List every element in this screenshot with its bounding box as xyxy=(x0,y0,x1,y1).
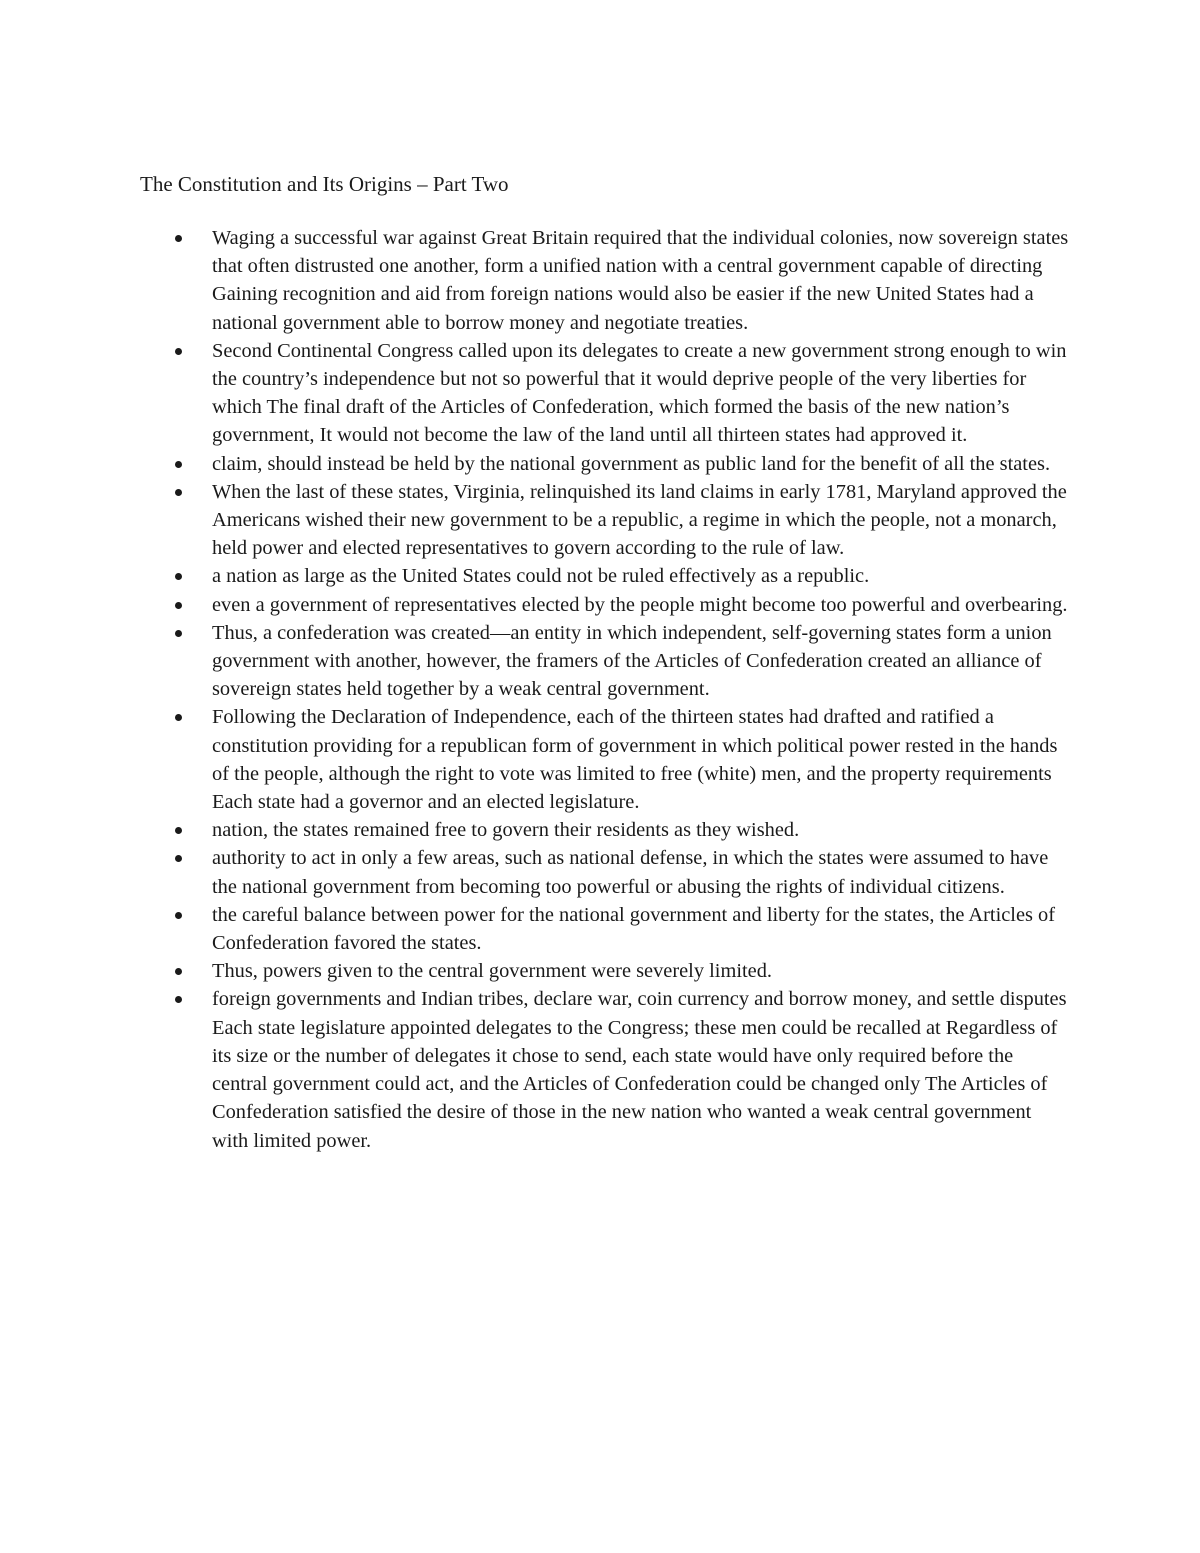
bullet-text: When the last of these states, Virginia, relinquished its land claims in early 1781, Maryland approved the Americans wished their new government to be a republic, a regime in which the people, not a monarch, held power and elected representatives to govern according to the rule of law. xyxy=(212,480,1067,560)
bullet-icon xyxy=(175,348,182,355)
list-item xyxy=(140,703,1070,816)
list-item xyxy=(140,450,1070,478)
bullet-text: Thus, a confederation was created—an entity in which independent, self-governing states form a union government with another, however, the framers of the Articles of Confederation created an alliance of sovereign states held together by a weak central government. xyxy=(212,621,1052,701)
bullet-icon xyxy=(175,602,182,609)
list-item xyxy=(140,957,1070,985)
bullet-icon xyxy=(175,714,182,721)
list-item xyxy=(140,985,1070,1154)
bullet-text: a nation as large as the United States could not be ruled effectively as a republic. xyxy=(212,565,870,588)
bullet-icon xyxy=(175,630,182,637)
bullet-text: Second Continental Congress called upon its delegates to create a new government strong enough to win the country’s independence but not so powerful that it would deprive people of the very liberties for which The final draft of the Articles of Confederation, which formed the basis of the new nation’s government, It would not become the law of the land until all thirteen states had approved it. xyxy=(212,339,1067,447)
bullet-list xyxy=(140,224,1070,1155)
bullet-icon xyxy=(175,996,182,1003)
list-item xyxy=(140,562,1070,590)
list-item xyxy=(140,844,1070,900)
bullet-icon xyxy=(175,489,182,496)
bullet-icon xyxy=(175,235,182,242)
bullet-text: authority to act in only a few areas, such as national defense, in which the states were assumed to have the national government from becoming too powerful or abusing the rights of individual citizens. xyxy=(212,847,1049,898)
bullet-text: the careful balance between power for the national government and liberty for the states, the Articles of Confederation favored the states. xyxy=(212,903,1056,955)
bullet-icon xyxy=(175,912,182,919)
bullet-icon xyxy=(175,461,182,468)
bullet-text: claim, should instead be held by the national government as public land for the benefit of all the states. xyxy=(212,452,1051,475)
bullet-text: Following the Declaration of Independence, each of the thirteen states had drafted and ratified a constitution providing for a republican form of government in which political power rested in the hands of the people, although the right to vote was limited to free (white) men, and the property requirements Each state had a governor and an elected legislature. xyxy=(212,706,1058,814)
bullet-text: nation, the states remained free to govern their residents as they wished. xyxy=(212,819,800,842)
list-item xyxy=(140,224,1070,337)
bullet-icon xyxy=(175,573,182,580)
list-item xyxy=(140,337,1070,450)
list-item xyxy=(140,478,1070,563)
bullet-text: Waging a successful war against Great Britain required that the individual colonies, now sovereign states that often distrusted one another, form a unified nation with a central government capable of directing Gaining recognition and aid from foreign nations would also be easier if the new United States had a national government able to borrow money and negotiate treaties. xyxy=(212,227,1069,334)
document-title: The Constitution and Its Origins – Part Two xyxy=(140,172,509,196)
list-item xyxy=(140,619,1070,704)
bullet-icon xyxy=(175,968,182,975)
bullet-text: Thus, powers given to the central government were severely limited. xyxy=(212,960,772,983)
bullet-text: foreign governments and Indian tribes, declare war, coin currency and borrow money, and settle disputes Each state legislature appointed delegates to the Congress; these men could be recalled at Regardless of its size or the number of delegates it chose to send, each state would have only required before the central government could act, and the Articles of Confederation could be changed only The Articles of Confederation satisfied the desire of those in the new nation who wanted a weak central government with limited power. xyxy=(212,988,1067,1152)
list-item xyxy=(140,816,1070,844)
list-item xyxy=(140,591,1070,619)
bullet-text: even a government of representatives elected by the people might become too powerful and overbearing. xyxy=(212,593,1068,616)
list-item xyxy=(140,901,1070,957)
bullet-icon xyxy=(175,855,182,862)
bullet-icon xyxy=(175,827,182,834)
